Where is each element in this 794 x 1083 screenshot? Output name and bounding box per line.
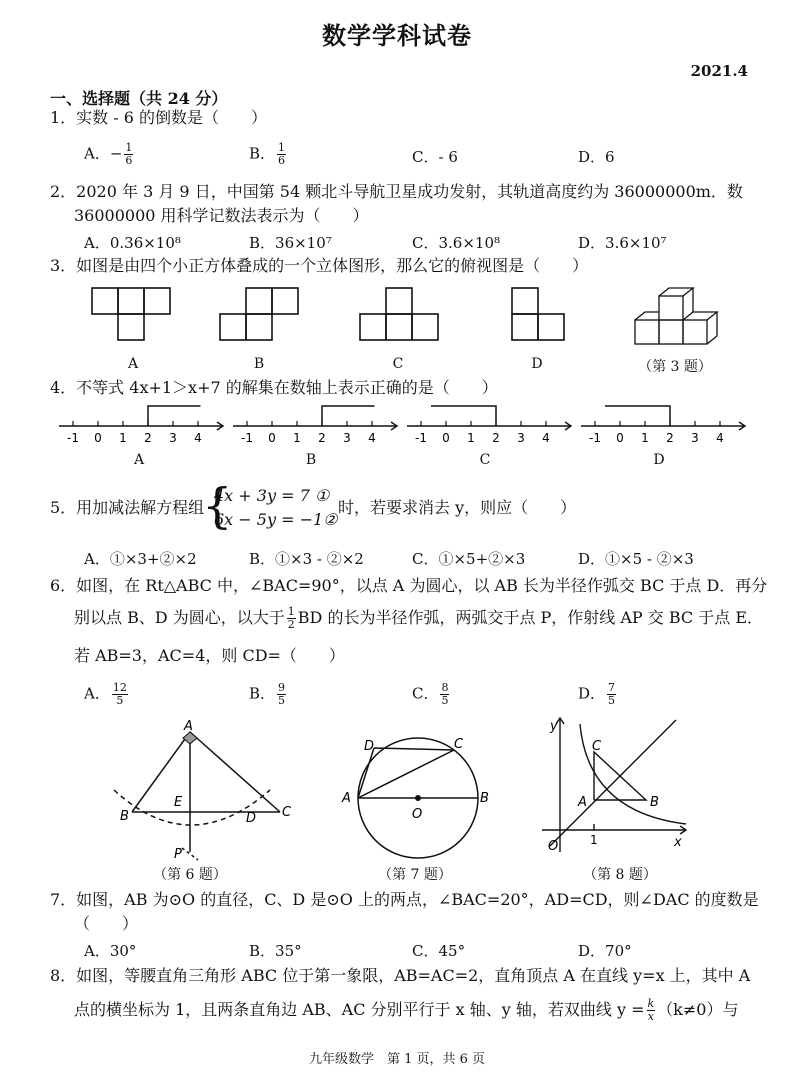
q1-option-c: C．- 6 [412,148,458,166]
fig7-label-b: B [480,791,489,806]
q2-option-d: D．3.6×10⁷ [578,234,667,252]
q4-solution-bracket [322,406,375,426]
page-footer: 九年级数学 第 1 页，共 6 页 [308,1052,486,1067]
figure-7 [330,726,500,866]
q4-label-a: A [133,452,145,468]
q4-tick-label: -1 [415,431,427,445]
q5-option-a: A．①×3+②×2 [84,550,197,568]
question-6-stem-line3: 若 AB=3，AC=4，则 CD=（ ） [74,646,345,665]
q4-number-lines [55,400,755,448]
exam-date: 2021.4 [690,62,748,80]
question-6-stem-line2: 别以点 B、D 为圆心，以大于 $\frac{1}{2}$ BD 的长为半径作弧，两弧交于点 P，作射线 AP 交 BC 于点 E． [74,605,764,631]
question-7-stem-line1: 7．如图，AB 为⊙O 的直径，C、D 是⊙O 上的两点，∠BAC=20°，AD=CD，则∠DAC 的度数是 [50,890,759,909]
figure-8 [536,712,696,862]
q7-option-c: C．45° [412,942,466,960]
q7-option-a: A．30° [84,942,137,960]
q4-tick-label: 4 [194,431,202,445]
q3-label-a: A [127,356,139,372]
q4-tick-label: -1 [67,431,79,445]
q3-label-b: B [253,356,265,372]
q4-solution-bracket [431,406,496,426]
question-2-stem-line2: 36000000 用科学记数法表示为（ ） [74,206,369,225]
q4-tick-label: 4 [716,431,724,445]
q4-tick-label: 3 [691,431,699,445]
q4-tick-label: 1 [293,431,301,445]
q4-tick-label: 1 [641,431,649,445]
fig8-label-x: x [674,835,682,850]
fig6-label-b: B [120,809,129,824]
q4-tick-label: 1 [467,431,475,445]
q3-figure-c [360,288,438,340]
fig7-label-a: A [342,791,351,806]
q4-label-d: D [653,452,665,468]
question-1-stem: 1．实数 - 6 的倒数是（ ） [50,108,268,127]
figure-6-caption: （第 6 题） [153,867,227,883]
figure-6 [100,720,310,865]
q4-tick-label: 0 [94,431,102,445]
fig8-label-y: y [550,719,558,734]
q4-tick-label: 1 [119,431,127,445]
fig8-label-a: A [578,795,587,810]
question-2-stem-line1: 2．2020 年 3 月 9 日，中国第 54 颗北斗导航卫星成功发射，其轨道高度约为 36000000m．数 [50,182,743,201]
q5-option-c: C．①×5+②×3 [412,550,526,568]
q4-tick-label: 3 [343,431,351,445]
question-5-prefix: 5．用加减法解方程组 [50,498,205,517]
fig8-label-one: 1 [590,833,598,847]
figure-8-caption: （第 8 题） [583,867,657,883]
q1-option-a: A．− $\frac{1}{6}$ [84,141,133,167]
q4-number-line-d [581,406,745,445]
question-3-stem: 3．如图是由四个小正方体叠成的一个立体图形，那么它的俯视图是（ ） [50,256,589,275]
fig8-label-c: C [592,739,602,754]
q6-option-c: C． $\frac{8}{5}$ [412,681,449,707]
fig7-label-o: O [412,807,423,822]
q4-tick-label: 2 [318,431,326,445]
q3-figure-a [92,288,170,340]
q3-label-d: D [531,356,543,372]
q6-option-b: B． $\frac{9}{5}$ [249,681,286,707]
q3-figure-d [512,288,564,340]
q5-equation-2: 6x − 5y = −1② [214,510,338,529]
q4-tick-label: 0 [268,431,276,445]
q4-number-line-c [407,406,571,445]
q4-number-line-b [233,406,397,445]
fig7-label-d: D [364,739,375,754]
question-8-stem-line2: 点的横坐标为 1，且两条直角边 AB、AC 分别平行于 x 轴、y 轴，若双曲线 y = $\frac{k}{x}$ （k≠0）与 [74,997,739,1023]
q4-tick-label: 4 [368,431,376,445]
fig8-label-o: O [548,839,559,854]
q4-tick-label: 3 [517,431,525,445]
fig7-label-c: C [454,737,464,752]
q4-tick-label: -1 [241,431,253,445]
q4-tick-label: 0 [442,431,450,445]
q4-number-line-a [59,406,223,445]
question-4-stem: 4．不等式 4x+1＞x+7 的解集在数轴上表示正确的是（ ） [50,378,498,397]
question-7-stem-line2: （ ） [74,914,139,933]
question-6-stem-line1: 6．如图，在 Rt△ABC 中，∠BAC=90°，以点 A 为圆心，以 AB 长为半径作弧交 BC 于点 D．再分 [50,576,768,595]
q3-caption: （第 3 题） [638,359,712,375]
q4-tick-label: -1 [589,431,601,445]
q3-solid-figure [635,288,717,344]
q2-option-b: B．36×10⁷ [249,234,332,252]
q4-solution-bracket [605,406,670,426]
figure-7-caption: （第 7 题） [378,867,452,883]
q4-label-b: B [305,452,317,468]
fig6-label-e: E [174,795,183,810]
q4-tick-label: 4 [542,431,550,445]
question-8-stem-line1: 8．如图，等腰直角三角形 ABC 位于第一象限，AB=AC=2，直角顶点 A 在直线 y=x 上，其中 A [50,966,751,985]
q4-tick-label: 2 [666,431,674,445]
fig6-label-a: A [184,720,193,734]
q6-option-d: D． $\frac{7}{5}$ [578,681,616,707]
q5-brace: { [202,478,233,534]
fig8-label-b: B [650,795,659,810]
q4-tick-label: 3 [169,431,177,445]
page-title: 数学学科试卷 [322,21,472,50]
q4-tick-label: 2 [144,431,152,445]
q4-tick-label: 2 [492,431,500,445]
q4-solution-bracket [148,406,201,426]
q3-label-c: C [392,356,404,372]
q4-tick-label: 0 [616,431,624,445]
section-heading: 一、选择题（共 24 分） [50,89,228,108]
q6-option-a: A． $\frac{12}{5}$ [84,681,127,707]
q5-equation-1: 4x + 3y = 7 ① [214,486,330,505]
q7-option-d: D．70° [578,942,632,960]
q2-option-c: C．3.6×10⁸ [412,234,501,252]
q5-option-d: D．①×5 - ②×3 [578,550,694,568]
q1-option-b: B． $\frac{1}{6}$ [249,141,286,167]
q5-option-b: B．①×3 - ②×2 [249,550,364,568]
q4-label-c: C [479,452,491,468]
q1-option-d: D．6 [578,148,615,166]
q2-option-a: A．0.36×10⁸ [84,234,181,252]
q3-figure-b [220,288,298,340]
fig6-label-c: C [282,805,292,820]
question-5-suffix: 时，若要求消去 y，则应（ ） [338,498,577,517]
fig6-label-d: D [246,811,257,826]
q7-option-b: B．35° [249,942,302,960]
fig6-label-p: P [174,847,182,862]
